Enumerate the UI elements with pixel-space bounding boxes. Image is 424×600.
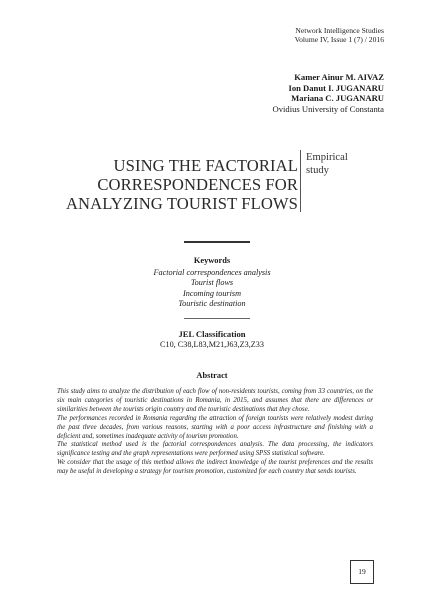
abstract-paragraph: The performances recorded in Romania regarding the attraction of foreign tourists were relatively modest during the past three decades, from various reasons, starting with a poor access infrastructure and finishing with a deficient and, sometimes inadequate activity of tourism promotion. <box>57 414 373 440</box>
keywords-heading: Keywords <box>193 256 231 265</box>
title-line: USING THE FACTORIAL <box>113 156 298 175</box>
title-divider <box>300 150 301 212</box>
keyword-item: Touristic destination <box>178 299 246 309</box>
paper-title <box>66 156 298 213</box>
article-type-line: Empirical <box>306 152 348 163</box>
title-block <box>0 150 424 216</box>
page-number-box <box>350 560 374 584</box>
author-name: Ion Danut I. JUGANARU <box>288 82 384 93</box>
title-line: ANALYZING TOURIST FLOWS <box>65 194 298 213</box>
keyword-item: Factorial correspondences analysis <box>153 268 271 277</box>
author-name: Mariana C. JUGANARU <box>291 93 384 104</box>
author-name: Kamer Ainur M. AIVAZ <box>294 72 384 82</box>
abstract-heading: Abstract <box>196 371 228 380</box>
section-divider <box>184 318 250 319</box>
keyword-item: Tourist flows <box>190 278 234 288</box>
jel-heading: JEL Classification <box>178 329 246 339</box>
abstract-paragraph: We consider that the usage of this method allows the indirect knowledge of the tourist preferences and the results may be useful in developing a strategy for tourism promotion, customized for each country that sends tourists. <box>57 459 373 476</box>
abstract-paragraph: The statistical method used is the factorial correspondences analysis. The data processing, the indicators significance testing and the graph representations were performed using SPSS statistical software. <box>57 441 373 458</box>
jel-codes: C10, C38,L83,M21,J63,Z3,Z33 <box>160 340 264 349</box>
keywords-list <box>0 268 424 310</box>
keyword-item: Incoming tourism <box>183 288 241 298</box>
page-number: 19 <box>358 567 366 576</box>
author-block <box>273 72 384 114</box>
journal-volume: Volume IV, Issue 1 (7) / 2016 <box>294 35 384 45</box>
affiliation: Ovidius University of Constanta <box>272 103 384 114</box>
abstract-body <box>57 388 373 477</box>
section-divider <box>184 241 250 243</box>
abstract-paragraph: This study aims to analyze the distribution of each flow of non-residents tourists, coming from 33 countries, on the six main categories of touristic destinations in Romania, in 2015, and assumes that there are differences or similarities between the tourists origin country and the touristic destinations that they chose. <box>57 388 373 413</box>
journal-name: Network Intelligence Studies <box>295 26 384 35</box>
article-type <box>306 152 348 177</box>
title-line: CORRESPONDENCES FOR <box>97 175 298 194</box>
article-type-line: study <box>306 164 329 176</box>
journal-header <box>295 26 384 45</box>
